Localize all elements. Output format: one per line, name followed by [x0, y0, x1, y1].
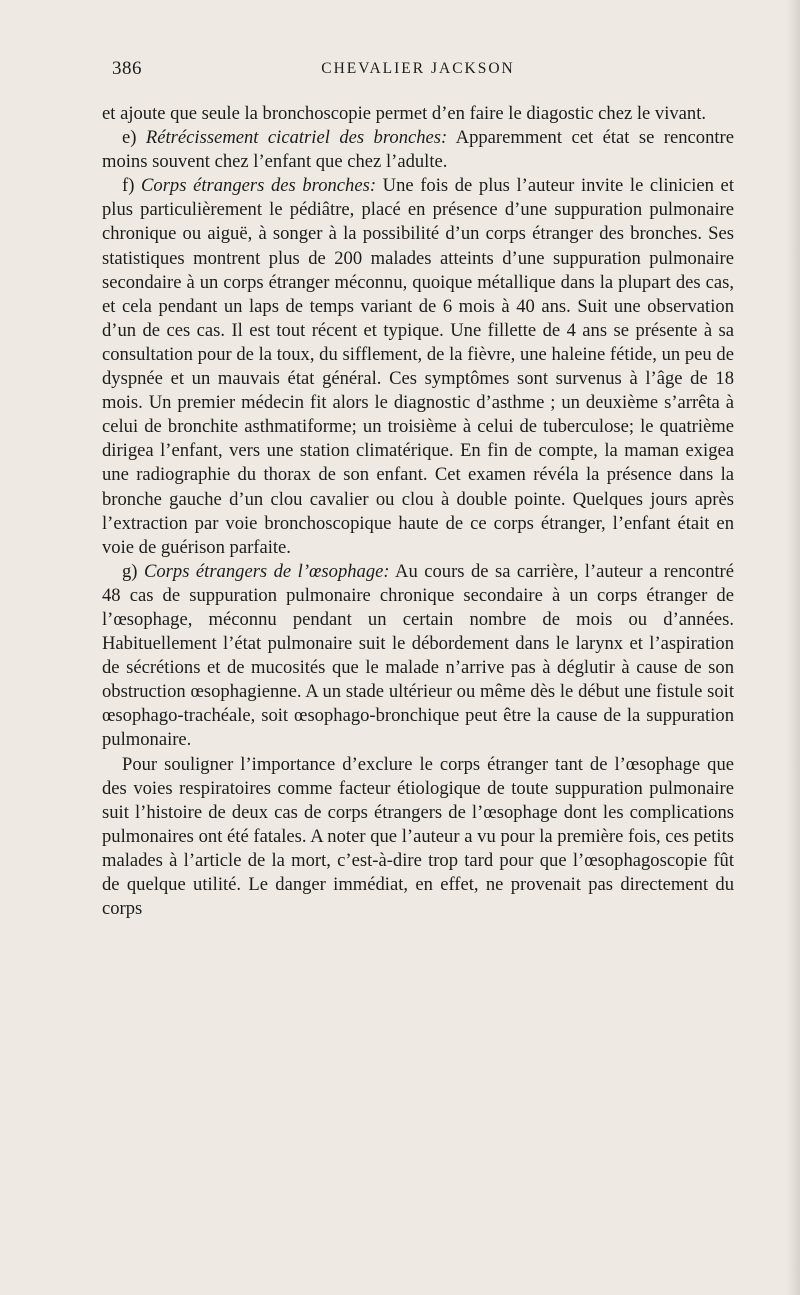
section-heading: Corps étrangers de l’œsophage: [143, 560, 390, 582]
section-heading: Corps étrangers des bronches: [141, 175, 377, 197]
running-title: CHEVALIER JACKSON [321, 60, 515, 77]
section-heading: Rétrécissement cicatriel des bronches: [145, 127, 448, 149]
paragraph-f [102, 174, 734, 560]
paragraph-e [102, 126, 734, 174]
body-text [102, 102, 734, 921]
running-head [102, 58, 734, 92]
paragraph-text: Apparemment cet état se rencontre moins souvent chez l’enfant que chez l’adulte. [102, 127, 735, 173]
page-edge-shadow [786, 0, 800, 1295]
paragraph-text: Au cours de sa carrière, l’auteur a rencontré 48 cas de suppuration pulmonaire chronique secondaire à un corps étranger de l’œsophage, méconnu pendant un certain nombre de mois ou d’années. Habituellement l’état pulmonaire suit le débordement dans le larynx et l’aspiration de sécrétions et de mucosités que le malade n’arrive pas à déglutir à cause de son obstruction œsophagienne. A un stade ultérieur ou même dès le début une fistule soit œsophago-trachéale, soit œsophago-bronchique peut être la cause de la suppuration pulmonaire. [102, 560, 735, 751]
paragraph-text: Pour souligner l’importance d’exclure le corps étranger tant de l’œsophage que des voies respiratoires comme facteur étiologique de toute suppuration pulmonaire suit l’histoire de deux cas de corps étrangers de l’œsophage dont les complications pulmonaires ont été fatales. A noter que l’auteur a vu pour la première fois, ces petits malades à l’article de la mort, c’est-à-dire trop tard pour que l’œsophagoscopie fût de quelque utilité. Le danger immédiat, en effet, ne provenait pas directement du corps [102, 753, 734, 920]
item-marker: g) [122, 560, 144, 582]
item-marker: f) [122, 175, 141, 197]
paragraph-text: et ajoute que seule la bronchoscopie permet d’en faire le diagostic chez le vivant. [102, 103, 707, 124]
paragraph-continuation [102, 102, 734, 126]
paragraph-final [102, 753, 734, 922]
paragraph-g [102, 560, 734, 753]
item-marker: e) [122, 127, 146, 149]
page-number: 386 [112, 58, 142, 79]
paragraph-text: Une fois de plus l’auteur invite le clinicien et plus particulièrement le pédiâtre, placé en présence d’une suppuration pulmonaire chronique ou aiguë, à songer à la possibilité d’un corps étranger des bronches. Ses statistiques montrent plus de 200 malades atteints d’une suppuration pulmonaire secondaire à un corps étranger méconnu, quoique métallique dans la plupart des cas, et cela pendant un laps de temps variant de 6 mois à 40 ans. Suit une observation d’un de ces cas. Il est tout récent et typique. Une fillette de 4 ans se présente à sa consultation pour de la toux, du sifflement, de la fièvre, une haleine fétide, un peu de dyspnée et un mauvais état général. Ces symptômes sont survenus à l’âge de 18 mois. Un premier médecin fit alors le diagnostic d’asthme ; un deuxième s’arrêta à celui de bronchite asthmatiforme; un troisième à celui de tuberculose; le quatrième dirigea l’enfant, vers une station climatérique. En fin de compte, la maman exigea une radiographie du thorax de son enfant. Cet examen révéla la présence dans la bronche gauche d’un clou cavalier ou clou à double pointe. Quelques jours après l’extraction par voie bronchoscopique haute de ce corps étranger, l’enfant était en voie de guérison parfaite. [102, 175, 734, 558]
